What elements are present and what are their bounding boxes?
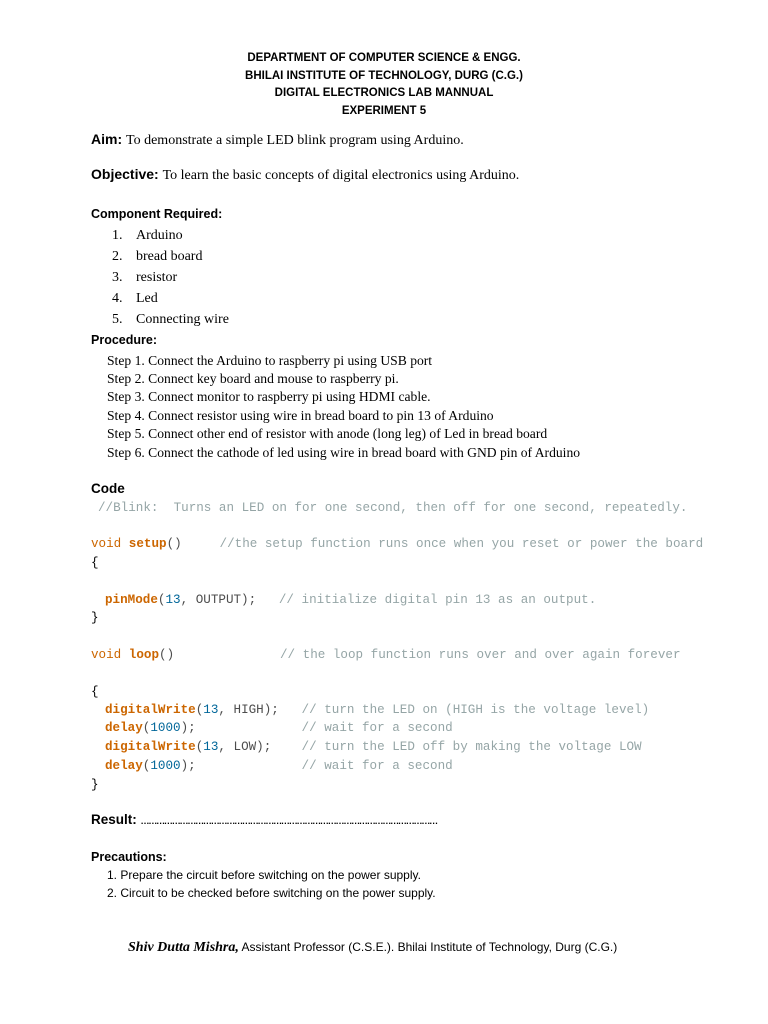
code-comment: // the loop function runs over and over again forever xyxy=(279,648,681,662)
list-text: bread board xyxy=(136,249,203,264)
author-title: Assistant Professor (C.S.E.). Bhilai Institute of Technology, Durg (C.G.) xyxy=(238,940,618,954)
code-paren: ( xyxy=(195,703,204,717)
list-item xyxy=(112,312,229,328)
code-blink-comment: //Blink: Turns an LED on for one second, then off for one second, repeatedly. xyxy=(98,501,688,515)
code-parens: () xyxy=(166,537,182,551)
precaution-item: 2. Circuit to be checked before switching on the power supply. xyxy=(107,886,436,900)
list-number: 1. xyxy=(112,228,123,243)
procedure-step: Step 2. Connect key board and mouse to raspberry pi. xyxy=(107,371,399,386)
list-text: Arduino xyxy=(136,228,183,243)
code-delay-line xyxy=(105,721,453,735)
code-pinmode-line xyxy=(105,593,596,607)
institute-line: BHILAI INSTITUTE OF TECHNOLOGY, DURG (C.G.) xyxy=(245,69,523,82)
code-delay-line xyxy=(105,759,453,773)
components-title: Component Required: xyxy=(91,207,223,221)
code-paren: ( xyxy=(157,593,166,607)
code-function: digitalWrite xyxy=(105,703,196,717)
code-comment: // turn the LED off by making the voltage LOW xyxy=(301,740,642,754)
procedure-title: Procedure: xyxy=(91,333,157,347)
code-number: 13 xyxy=(203,703,219,717)
code-digitalwrite-high-line xyxy=(105,703,649,717)
code-title: Code xyxy=(91,481,125,496)
code-function: digitalWrite xyxy=(105,740,196,754)
code-paren: ( xyxy=(142,759,151,773)
list-item xyxy=(112,249,202,265)
experiment-title: EXPERIMENT 5 xyxy=(341,104,427,117)
code-comment: //the setup function runs once when you reset or power the board xyxy=(219,537,704,551)
code-args: , LOW); xyxy=(218,740,272,754)
code-loop-line xyxy=(91,648,681,662)
code-function: pinMode xyxy=(105,593,158,607)
code-paren: ( xyxy=(142,721,151,735)
code-parens: () xyxy=(159,648,175,662)
list-item xyxy=(112,270,177,286)
department-line: DEPARTMENT OF COMPUTER SCIENCE & ENGG. xyxy=(247,52,521,64)
code-args: , OUTPUT); xyxy=(180,593,257,607)
code-comment: // wait for a second xyxy=(301,759,453,773)
list-number: 2. xyxy=(112,249,123,264)
code-keyword: void xyxy=(91,537,122,551)
code-function: setup xyxy=(128,537,167,551)
code-args: ); xyxy=(180,759,196,773)
code-close-brace: } xyxy=(91,778,99,792)
code-args: ); xyxy=(180,721,196,735)
code-digitalwrite-low-line xyxy=(105,740,642,754)
aim-text: To demonstrate a simple LED blink program using Arduino. xyxy=(126,133,464,148)
precautions-title: Precautions: xyxy=(91,850,167,864)
code-comment: // wait for a second xyxy=(301,721,453,735)
procedure-step: Step 3. Connect monitor to raspberry pi using HDMI cable. xyxy=(107,389,431,404)
list-number: 4. xyxy=(112,291,123,306)
code-args: , HIGH); xyxy=(218,703,279,717)
code-function: loop xyxy=(128,648,160,662)
list-text: resistor xyxy=(136,270,178,285)
code-paren: ( xyxy=(195,740,204,754)
code-keyword: void xyxy=(91,648,122,662)
code-number: 1000 xyxy=(150,759,181,773)
code-number: 1000 xyxy=(150,721,181,735)
author-name: Shiv Dutta Mishra, xyxy=(128,940,239,955)
code-comment: // initialize digital pin 13 as an output. xyxy=(278,593,597,607)
document-header xyxy=(0,50,768,120)
manual-line: DIGITAL ELECTRONICS LAB MANNUAL xyxy=(274,87,494,99)
code-open-brace: { xyxy=(91,556,99,570)
code-close-brace: } xyxy=(91,611,99,625)
objective-line xyxy=(91,166,519,184)
procedure-step: Step 1. Connect the Arduino to raspberry pi using USB port xyxy=(107,353,433,368)
list-item xyxy=(112,291,158,307)
procedure-step: Step 6. Connect the cathode of led using wire in bread board with GND pin of Arduino xyxy=(107,445,581,460)
objective-text: To learn the basic concepts of digital electronics using Arduino. xyxy=(162,168,520,183)
result-label: Result: xyxy=(91,812,137,827)
footer xyxy=(128,940,617,956)
code-open-brace: { xyxy=(91,685,99,699)
aim-line xyxy=(91,131,464,149)
result-dots: …………………………………………………………………………………………………… xyxy=(140,816,437,826)
list-item xyxy=(112,228,183,244)
code-function: delay xyxy=(105,721,143,735)
code-number: 13 xyxy=(203,740,219,754)
objective-label: Objective: xyxy=(91,166,159,182)
result-line xyxy=(91,812,437,827)
aim-label: Aim: xyxy=(91,131,123,147)
list-number: 3. xyxy=(112,270,123,285)
procedure-step: Step 4. Connect resistor using wire in bread board to pin 13 of Arduino xyxy=(107,408,494,423)
code-setup-line xyxy=(91,537,703,551)
list-text: Connecting wire xyxy=(136,312,229,327)
list-number: 5. xyxy=(112,312,123,327)
list-text: Led xyxy=(136,291,158,306)
procedure-step: Step 5. Connect other end of resistor with anode (long leg) of Led in bread board xyxy=(107,426,548,441)
code-number: 13 xyxy=(165,593,181,607)
code-comment: // turn the LED on (HIGH is the voltage level) xyxy=(301,703,650,717)
precaution-item: 1. Prepare the circuit before switching on the power supply. xyxy=(107,868,421,882)
code-function: delay xyxy=(105,759,143,773)
